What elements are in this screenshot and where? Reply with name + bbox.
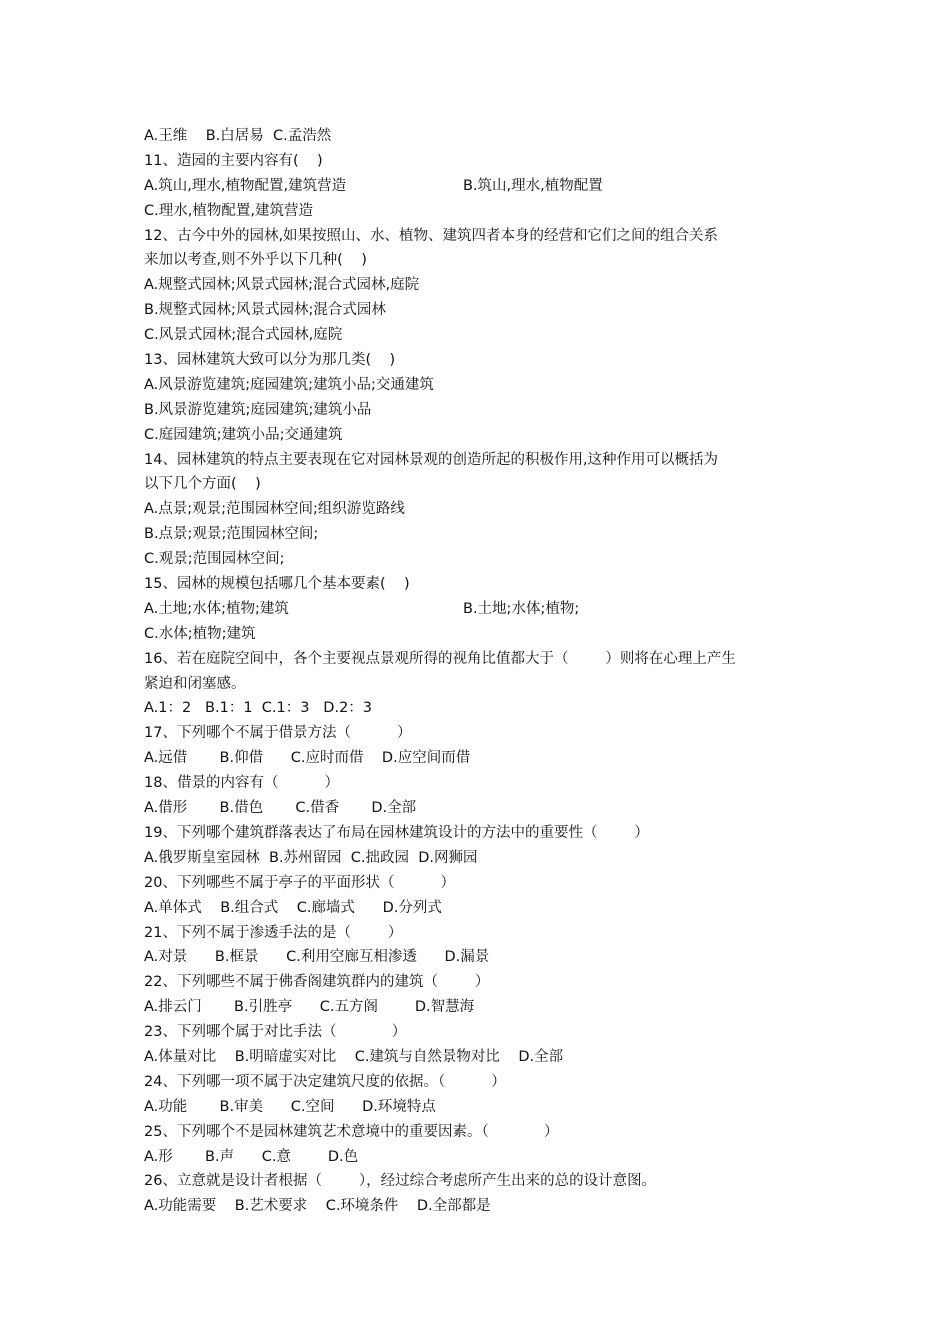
q12-option-c: C.风景式园林;混合式园林,庭院: [144, 327, 343, 344]
document-page: [144, 124, 814, 1219]
q14-question-line2: 以下几个方面( ): [144, 476, 261, 493]
q14-option-c: C.观景;范围园林空间;: [144, 551, 285, 568]
q16-question-line2: 紧迫和闭塞感。: [144, 675, 246, 692]
q26-options: A.功能需要 B.艺术要求 C.环境条件 D.全部都是: [144, 1198, 491, 1215]
q17-options: A.远借 B.仰借 C.应时而借 D.应空间而借: [144, 750, 471, 767]
q15-option-b: B.土地;水体;植物;: [463, 600, 580, 617]
q25-options: A.形 B.声 C.意 D.色: [144, 1148, 359, 1165]
q11-option-c: C.理水,植物配置,建筑营造: [144, 202, 313, 219]
q15-option-a: A.土地;水体;植物;建筑: [144, 600, 289, 617]
q21-question: 21、下列不属于渗透手法的是（ ）: [144, 924, 403, 941]
q22-question: 22、下列哪些不属于佛香阁建筑群内的建筑（ ）: [144, 974, 490, 991]
q26-question: 26、立意就是设计者根据（ ），经过综合考虑所产生出来的总的设计意图。: [144, 1173, 657, 1190]
q23-question: 23、下列哪个属于对比手法（ ）: [144, 1024, 407, 1041]
q13-option-c: C.庭园建筑;建筑小品;交通建筑: [144, 426, 343, 443]
q17-question: 17、下列哪个不属于借景方法（ ）: [144, 725, 412, 742]
q12-question-line1: 12、古今中外的园林,如果按照山、水、植物、建筑四者本身的经营和它们之间的组合关系: [144, 227, 719, 244]
q20-options: A.单体式 B.组合式 C.廊墙式 D.分列式: [144, 899, 442, 916]
q25-question: 25、下列哪个不是园林建筑艺术意境中的重要因素。（ ）: [144, 1123, 559, 1140]
q11-option-b: B.筑山,理水,植物配置: [463, 177, 603, 194]
q16-options: A.1：2 B.1：1 C.1：3 D.2：3: [144, 700, 373, 717]
q12-option-b: B.规整式园林;风景式园林;混合式园林: [144, 302, 386, 319]
q10-options: A.王维 B.白居易 C.孟浩然: [144, 128, 332, 144]
q20-question: 20、下列哪些不属于亭子的平面形状（ ）: [144, 874, 456, 891]
q11-question: 11、造园的主要内容有( ): [144, 152, 323, 169]
q24-question: 24、下列哪一项不属于决定建筑尺度的依据。（ ）: [144, 1073, 506, 1090]
q11-option-a: A.筑山,理水,植物配置,建筑营造: [144, 177, 347, 194]
q13-option-b: B.风景游览建筑;庭园建筑;建筑小品: [144, 401, 372, 418]
q23-options: A.体量对比 B.明暗虚实对比 C.建筑与自然景物对比 D.全部: [144, 1048, 564, 1065]
q14-question-line1: 14、园林建筑的特点主要表现在它对园林景观的创造所起的积极作用,这种作用可以概括为: [144, 451, 719, 468]
q12-question-line2: 来加以考查,则不外乎以下几种( ): [144, 252, 367, 269]
q11-options-row: [144, 174, 814, 199]
q13-question: 13、园林建筑大致可以分为那几类( ): [144, 352, 396, 369]
q21-options: A.对景 B.框景 C.利用空廊互相渗透 D.漏景: [144, 949, 490, 966]
q24-options: A.功能 B.审美 C.空间 D.环境特点: [144, 1098, 436, 1115]
q19-question: 19、下列哪个建筑群落表达了布局在园林建筑设计的方法中的重要性（ ）: [144, 824, 649, 841]
q19-options: A.俄罗斯皇室园林 B.苏州留园 C.拙政园 D.网狮园: [144, 849, 478, 866]
q18-question: 18、借景的内容有（ ）: [144, 775, 340, 792]
q15-options-row: [144, 597, 814, 622]
q16-question-line1: 16、若在庭院空间中，各个主要视点景观所得的视角比值都大于（ ）则将在心理上产生: [144, 650, 736, 667]
q14-option-a: A.点景;观景;范围园林空间;组织游览路线: [144, 501, 405, 518]
q13-option-a: A.风景游览建筑;庭园建筑;建筑小品;交通建筑: [144, 376, 434, 393]
q15-option-c: C.水体;植物;建筑: [144, 625, 256, 642]
q18-options: A.借形 B.借色 C.借香 D.全部: [144, 800, 417, 817]
q22-options: A.排云门 B.引胜亭 C.五方阁 D.智慧海: [144, 999, 475, 1016]
q12-option-a: A.规整式园林;风景式园林;混合式园林,庭院: [144, 277, 420, 294]
q14-option-b: B.点景;观景;范围园林空间;: [144, 526, 319, 543]
q15-question: 15、园林的规模包括哪几个基本要素( ): [144, 576, 410, 593]
